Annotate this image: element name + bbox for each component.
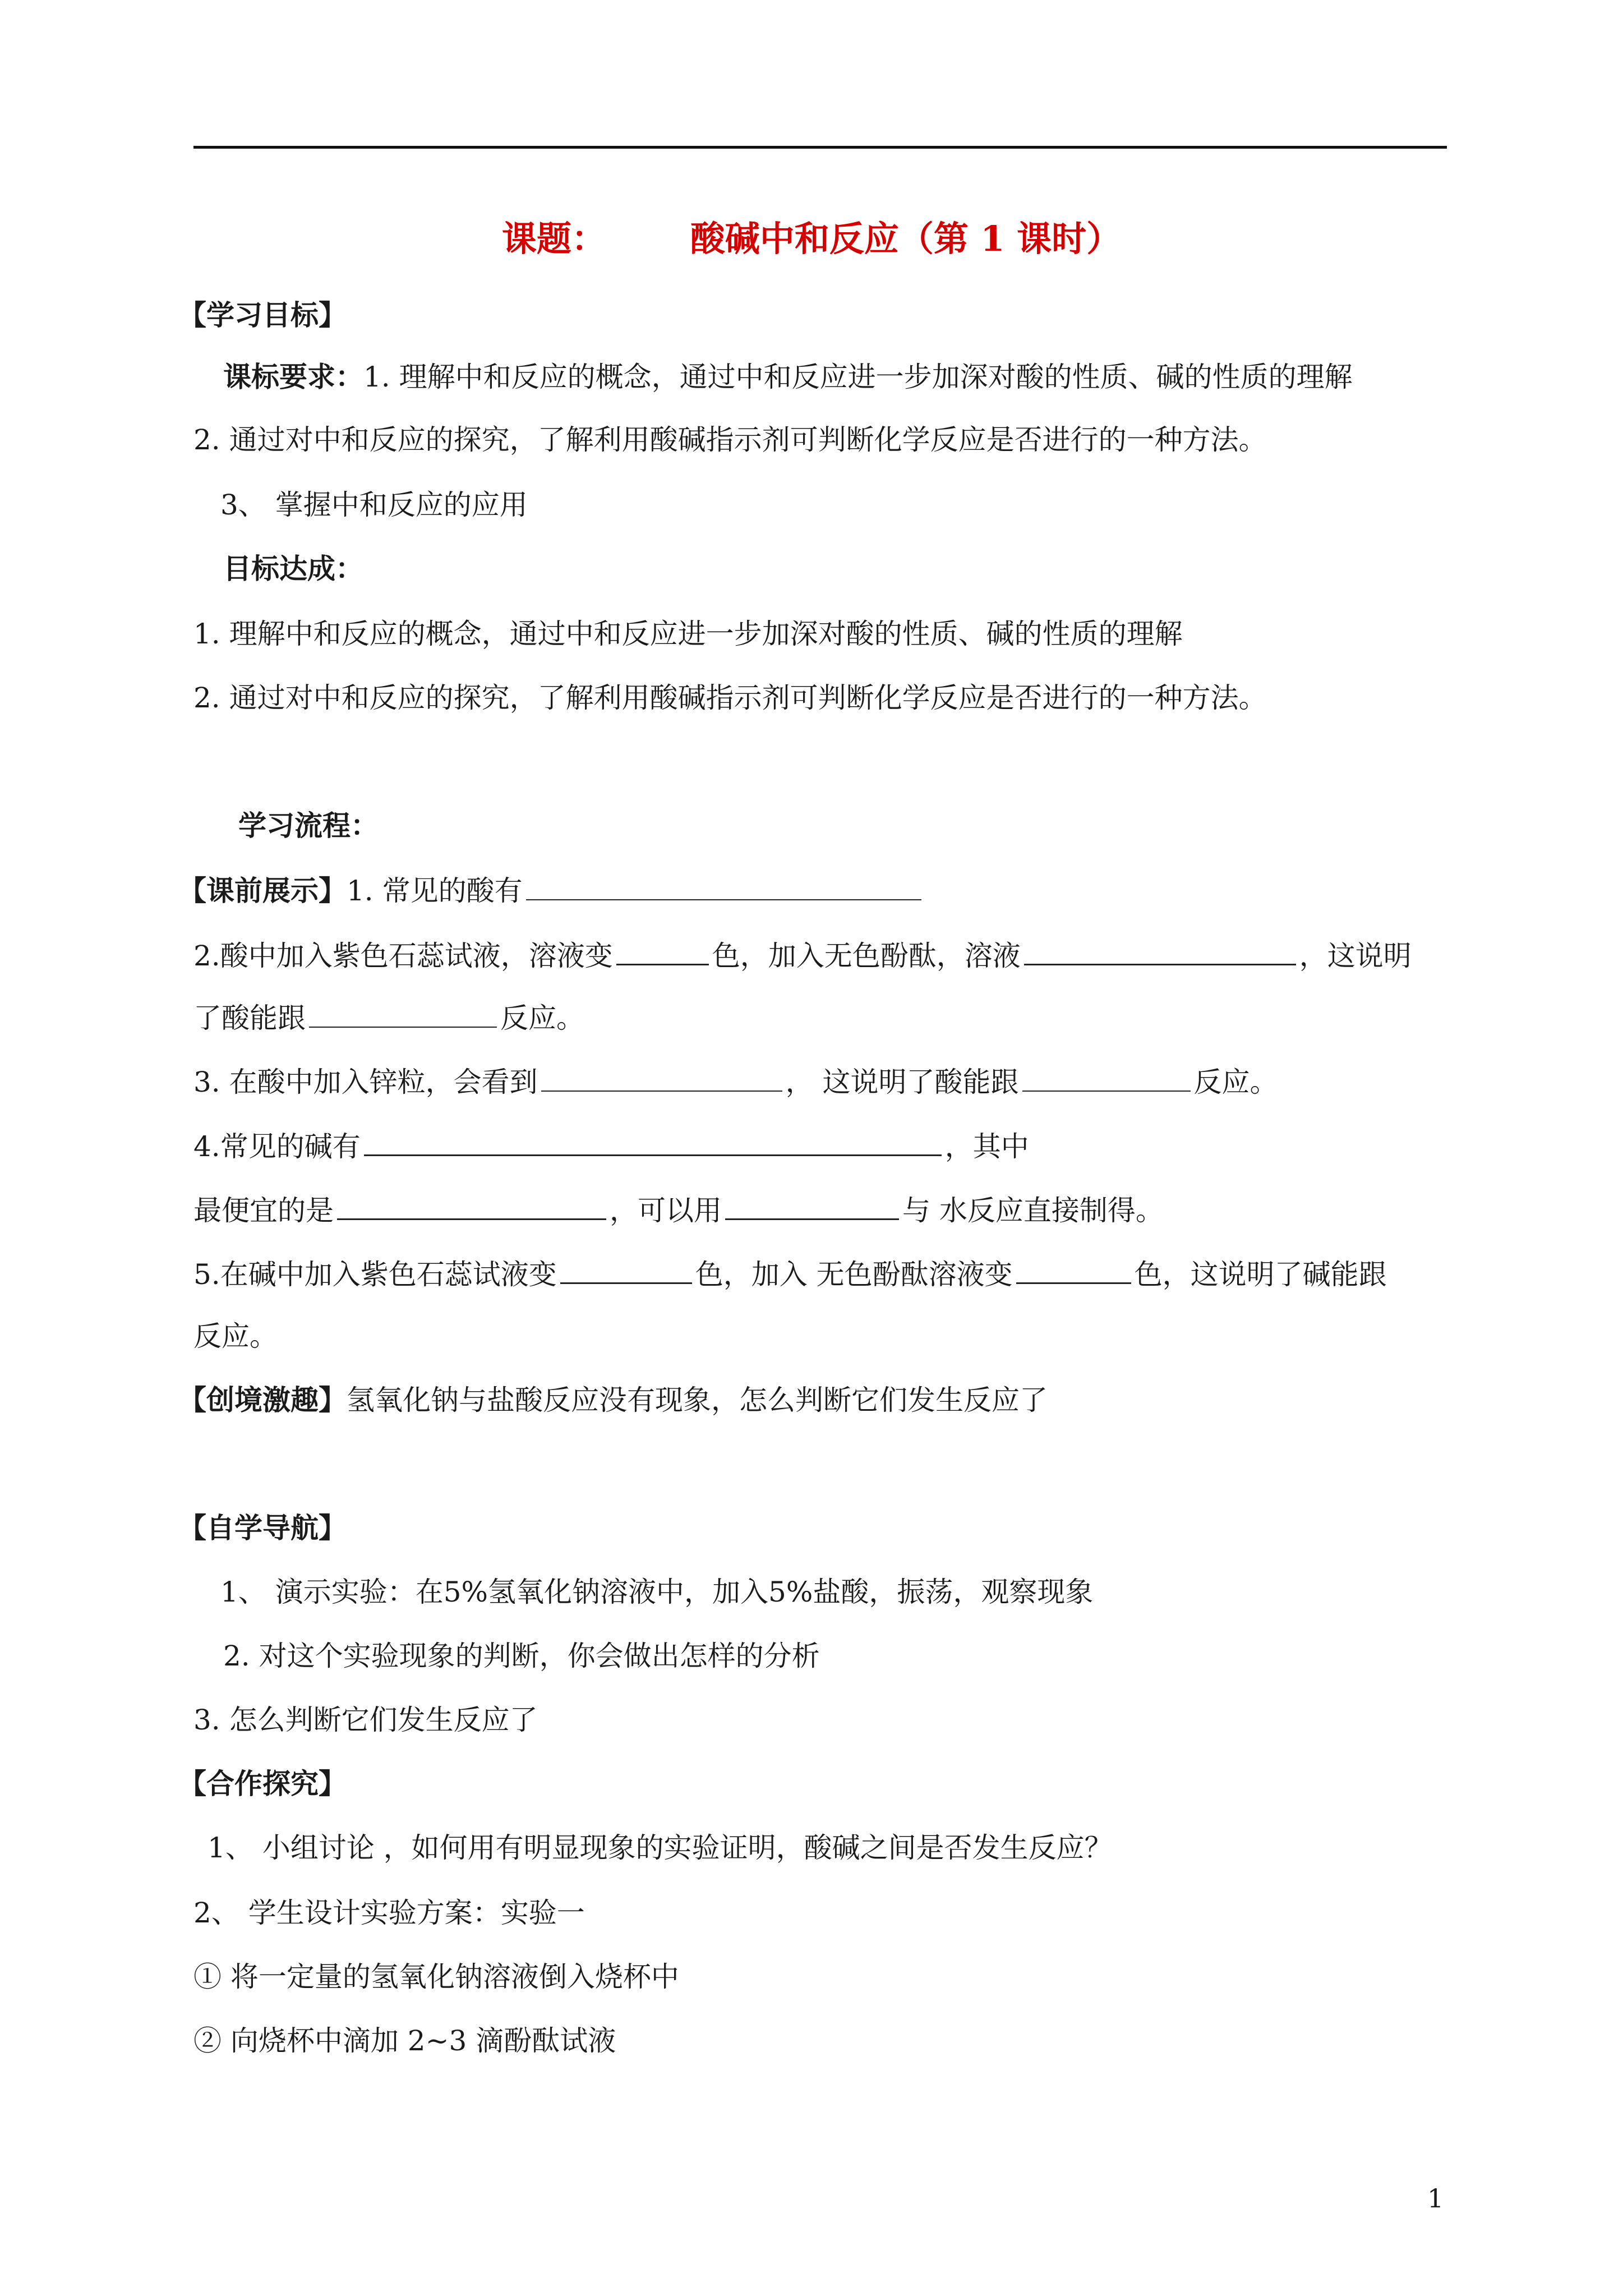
answer-blank[interactable] bbox=[1024, 936, 1296, 965]
achieve-item-2: 2. 通过对中和反应的探究，了解利用酸碱指示剂可判断化学反应是否进行的一种方法。 bbox=[193, 682, 1267, 714]
curriculum-text-1: 1. 理解中和反应的概念，通过中和反应进一步加深对酸的性质、碱的性质的理解 bbox=[363, 361, 1353, 393]
preview-q5-cont: 反应。 bbox=[193, 1320, 278, 1352]
answer-blank[interactable] bbox=[560, 1254, 692, 1284]
curriculum-item-1 bbox=[223, 359, 1353, 395]
scenario-heading: 【创境激趣】 bbox=[178, 1383, 347, 1416]
title-prefix: 课题： bbox=[501, 218, 606, 259]
selfstudy-heading: 【自学导航】 bbox=[178, 1511, 347, 1544]
answer-blank[interactable] bbox=[364, 1126, 942, 1156]
curriculum-label: 课标要求： bbox=[223, 360, 363, 393]
coop-heading: 【合作探究】 bbox=[178, 1767, 347, 1800]
answer-blank[interactable] bbox=[725, 1190, 899, 1220]
preview-q2: 2.酸中加入紫色石蕊试液，溶液变 色，加入无色酚酞，溶液 ，这说明 bbox=[193, 936, 1412, 974]
answer-blank[interactable] bbox=[541, 1062, 782, 1092]
preview-q5: 5.在碱中加入紫色石蕊试液变 色，加入 无色酚酞溶液变 色，这说明了碱能跟 bbox=[193, 1254, 1387, 1292]
process-label: 学习流程： bbox=[238, 809, 379, 842]
coop-item-4: ② 向烧杯中滴加 2~3 滴酚酞试液 bbox=[193, 2024, 616, 2057]
selfstudy-item-2: 2. 对这个实验现象的判断，你会做出怎样的分析 bbox=[223, 1640, 820, 1672]
page-number: 1 bbox=[1427, 2183, 1444, 2214]
preview-q2-cont: 了酸能跟 反应。 bbox=[193, 999, 584, 1036]
selfstudy-item-1: 1、 演示实验：在5%氢氧化钠溶液中，加入5%盐酸，振荡，观察现象 bbox=[220, 1576, 1094, 1608]
answer-blank[interactable] bbox=[1016, 1254, 1131, 1284]
preview-q1: 【课前展示】1. 常见的酸有 bbox=[178, 871, 925, 909]
coop-item-3: ① 将一定量的氢氧化钠溶液倒入烧杯中 bbox=[193, 1961, 679, 1993]
preview-q4: 4.常见的碱有 ，其中 bbox=[193, 1126, 1029, 1165]
scenario-text: 氢氧化钠与盐酸反应没有现象，怎么判断它们发生反应了 bbox=[347, 1384, 1048, 1416]
title-text: 酸碱中和反应（第 1 课时） bbox=[690, 218, 1122, 259]
page-title bbox=[0, 217, 1623, 261]
answer-blank[interactable] bbox=[337, 1190, 606, 1220]
preview-q3: 3. 在酸中加入锌粒，会看到 ， 这说明了酸能跟 反应。 bbox=[193, 1062, 1278, 1100]
curriculum-item-2: 2. 通过对中和反应的探究，了解利用酸碱指示剂可判断化学反应是否进行的一种方法。 bbox=[193, 424, 1267, 456]
curriculum-item-3: 3、 掌握中和反应的应用 bbox=[220, 489, 528, 521]
coop-item-2: 2、 学生设计实验方案：实验一 bbox=[193, 1897, 585, 1929]
answer-blank[interactable] bbox=[526, 871, 921, 900]
goals-heading: 【学习目标】 bbox=[178, 298, 347, 332]
achieve-item-1: 1. 理解中和反应的概念，通过中和反应进一步加深对酸的性质、碱的性质的理解 bbox=[193, 618, 1183, 650]
preview-q4-cont: 最便宜的是 ，可以用 与 水反应直接制得。 bbox=[193, 1190, 1164, 1228]
header-rule bbox=[193, 146, 1447, 149]
answer-blank[interactable] bbox=[1022, 1062, 1191, 1092]
scenario bbox=[178, 1382, 1048, 1418]
answer-blank[interactable] bbox=[309, 999, 497, 1028]
achieve-label: 目标达成： bbox=[223, 552, 363, 585]
coop-item-1: 1、 小组讨论 ，如何用有明显现象的实验证明，酸碱之间是否发生反应？ bbox=[208, 1832, 1113, 1864]
selfstudy-item-3: 3. 怎么判断它们发生反应了 bbox=[193, 1704, 538, 1736]
preview-heading: 【课前展示】 bbox=[178, 874, 347, 907]
answer-blank[interactable] bbox=[616, 936, 709, 965]
